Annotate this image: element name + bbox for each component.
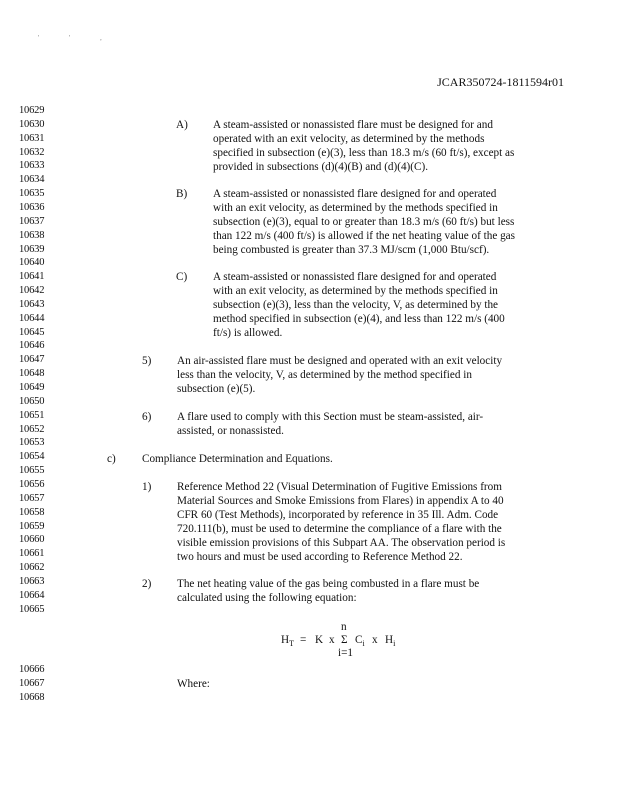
line-number: 10645 [19, 326, 45, 338]
line-number: 10637 [19, 215, 45, 227]
item-c2-line-2: calculated using the following equation: [177, 592, 357, 604]
item-b-line-1: A steam-assisted or nonassisted flare designed for and operated [213, 188, 497, 200]
line-number: 10665 [19, 603, 45, 615]
line-number: 10655 [19, 465, 45, 477]
item-c-line-4: method specified in subsection (e)(4), and less than 122 m/s (400 [213, 313, 505, 325]
constant-k: K [315, 634, 324, 646]
item-c-line-1: A steam-assisted or nonassisted flare designed for and operated [213, 271, 497, 283]
line-number: 10654 [19, 451, 45, 463]
item-b-line-2: with an exit velocity, as determined by the methods specified in [213, 202, 498, 214]
item-a-line-4: provided in subsections (d)(4)(B) and (d)(4)(C). [213, 161, 428, 173]
item-c1-line-6: two hours and must be used according to Reference Method 22. [177, 551, 463, 563]
item-b-line-3: subsection (e)(3), equal to or greater than 18.3 m/s (60 ft/s) but less [213, 216, 515, 228]
item-label-a: A) [176, 119, 188, 131]
line-number: 10639 [19, 243, 45, 255]
item-c-line-3: subsection (e)(3), less than the velocity, V, as determined by the [213, 299, 498, 311]
item-b-line-4: than 122 m/s (400 ft/s) is allowed if the net heating value of the gas [213, 230, 515, 242]
sum-lower-limit: i=1 [338, 647, 354, 659]
sum-upper-limit: n [341, 621, 347, 633]
item-c1-line-1: Reference Method 22 (Visual Determination of Fugitive Emissions from [177, 481, 502, 493]
line-number: 10668 [19, 692, 45, 703]
item-c1-line-3: CFR 60 (Test Methods), incorporated by reference in 35 Ill. Adm. Code [177, 509, 499, 521]
line-number: 10636 [19, 201, 45, 213]
item-label-c: C) [176, 271, 188, 283]
item-label-5: 5) [142, 355, 152, 367]
line-number: 10643 [19, 298, 45, 310]
line-number: 10663 [19, 575, 45, 587]
line-number: 10632 [19, 146, 45, 158]
item-a-line-3: specified in subsection (e)(3), less than 18.3 m/s (60 ft/s), except as [213, 147, 515, 159]
item-label-c1: 1) [142, 481, 152, 493]
item-c2-line-1: The net heating value of the gas being combusted in a flare must be [177, 578, 480, 590]
term-hi: $H_i$ [385, 634, 396, 649]
line-number: 10647 [19, 354, 45, 366]
line-number: 10649 [19, 382, 45, 393]
line-number: 10650 [19, 395, 45, 407]
equation-lhs: $H_T$ [281, 634, 294, 649]
line-number: 10638 [19, 229, 45, 241]
line-number: 10666 [19, 664, 45, 675]
item-c-line-5: ft/s) is allowed. [213, 327, 283, 339]
item-c1-line-4: 720.111(b), must be used to determine the compliance of a flare with the [177, 523, 502, 535]
equals-sign: = [300, 634, 307, 646]
line-number: 10651 [19, 409, 45, 421]
item-5-line-3: subsection (e)(5). [177, 383, 256, 395]
line-number: 10629 [19, 105, 45, 116]
section-c-heading: Compliance Determination and Equations. [142, 453, 333, 465]
item-c1-line-5: visible emission provisions of this Subpart AA. The observation period is [177, 537, 506, 549]
line-number: 10648 [19, 368, 45, 380]
line-number: 10662 [19, 562, 45, 574]
line-number: 10644 [19, 312, 45, 324]
line-number: 10661 [19, 548, 45, 560]
line-number: 10634 [19, 174, 45, 186]
line-number: 10633 [19, 160, 45, 172]
item-b-line-5: being combusted is greater than 37.3 MJ/scm (1,000 Btu/scf). [213, 244, 490, 256]
line-number: 10660 [19, 534, 45, 546]
line-number: 10630 [19, 118, 45, 130]
line-number: 10658 [19, 506, 45, 518]
item-c-line-2: with an exit velocity, as determined by the methods specified in [213, 285, 498, 297]
document-id-header: JCAR350724-1811594r01 [437, 75, 564, 89]
item-label-6: 6) [142, 411, 152, 423]
item-a-line-1: A steam-assisted or nonassisted flare must be designed for and [213, 119, 493, 131]
where-label: Where: [177, 678, 210, 690]
line-number: 10657 [19, 492, 45, 504]
line-number: 10667 [19, 678, 45, 689]
line-number: 10631 [19, 132, 45, 144]
item-label-c2: 2) [142, 578, 152, 590]
line-number: 10646 [19, 340, 45, 352]
times-sign-1: x [329, 634, 335, 646]
line-number: 10653 [19, 437, 45, 449]
line-number: 10635 [19, 188, 45, 200]
summation-sign: Σ [341, 634, 348, 646]
line-number: 10656 [19, 478, 45, 490]
item-c1-line-2: Material Sources and Smoke Emissions from Flares) in appendix A to 40 [177, 495, 504, 507]
item-6-line-2: assisted, or nonassisted. [177, 425, 284, 437]
line-number: 10664 [19, 589, 45, 601]
item-label-b: B) [176, 188, 188, 200]
item-5-line-2: less than the velocity, V, as determined by the method specified in [177, 369, 472, 381]
scan-specks: ' ' , [38, 34, 116, 42]
line-number: 10640 [19, 257, 45, 269]
term-ci: $C_i$ [355, 634, 365, 649]
line-number: 10659 [19, 520, 45, 532]
item-5-line-1: An air-assisted flare must be designed and operated with an exit velocity [177, 355, 503, 367]
item-6-line-1: A flare used to comply with this Section must be steam-assisted, air- [177, 411, 484, 423]
section-label-c: c) [107, 453, 116, 465]
line-number: 10641 [19, 271, 45, 283]
item-a-line-2: operated with an exit velocity, as determined by the methods [213, 133, 485, 145]
times-sign-2: x [372, 634, 378, 646]
line-number: 10652 [19, 423, 45, 435]
line-number: 10642 [19, 285, 45, 297]
